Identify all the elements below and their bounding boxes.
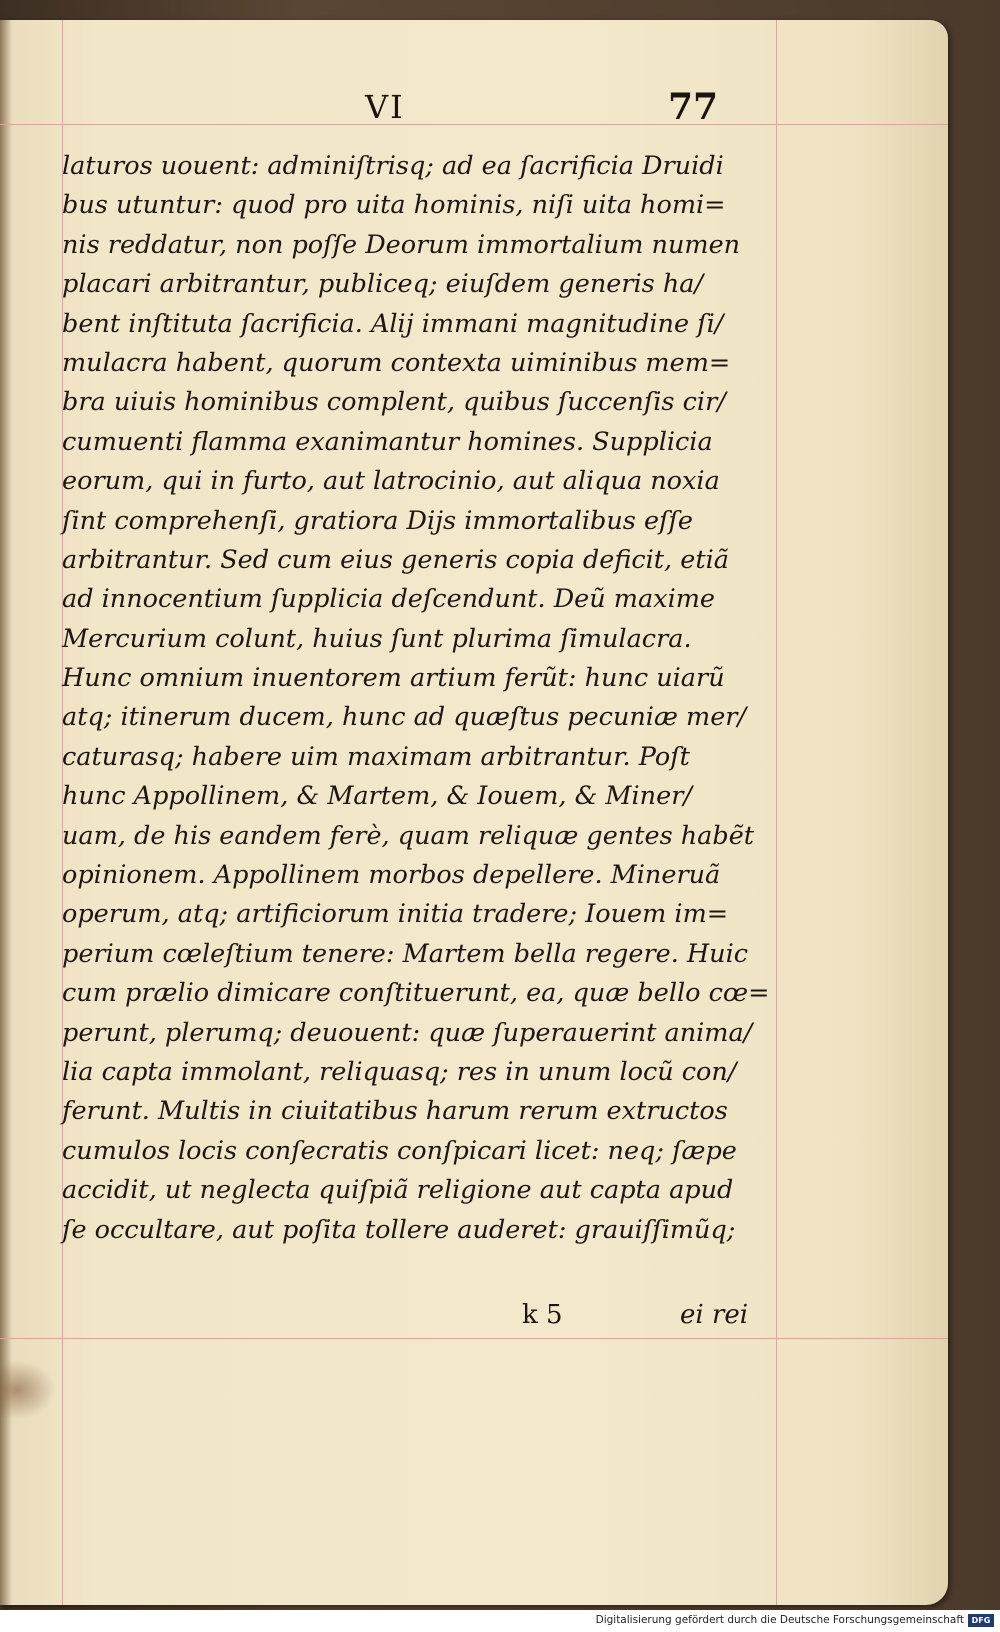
text-line: ferunt. Multis in ciuitatibus harum rerum extructos bbox=[62, 1096, 728, 1127]
dfg-logo-icon: DFG bbox=[968, 1614, 994, 1627]
text-line: cumulos locis conſecratis conſpicari licet: neq; ſæpe bbox=[62, 1135, 737, 1166]
ruled-margin-right bbox=[776, 20, 777, 1605]
text-line: placari arbitrantur, publiceq; eiuſdem generis ha/ bbox=[62, 269, 704, 300]
text-line: cum prælio dimicare conſtituerunt, ea, quæ bello cœ= bbox=[62, 978, 770, 1009]
text-line: bent inſtituta ſacrificia. Alij immani magnitudine ſi/ bbox=[62, 308, 724, 339]
footer-bar bbox=[0, 1610, 1000, 1632]
text-line: caturasq; habere uim maximam arbitrantur. Poſt bbox=[62, 741, 690, 772]
text-line: laturos uouent: adminiſtrisq; ad ea ſacrificia Druidi bbox=[62, 151, 724, 181]
text-line: eorum, qui in furto, aut latrocinio, aut aliqua noxia bbox=[62, 466, 720, 497]
text-line: nis reddatur, non poſſe Deorum immortalium numen bbox=[62, 229, 741, 260]
text-line: atq; itinerum ducem, hunc ad quæſtus pecuniæ mer/ bbox=[62, 702, 747, 733]
text-line: ad innocentium ſupplicia deſcendunt. Deũ maxime bbox=[62, 584, 715, 615]
text-line: cumuenti flamma exanimantur homines. Supplicia bbox=[62, 426, 713, 457]
text-line: Hunc omnium inuentorem artium ferũt: hunc uiarũ bbox=[62, 663, 725, 694]
text-line: Mercurium colunt, huius ſunt plurima ſimulacra. bbox=[62, 623, 692, 654]
text-line: perunt, plerumq; deuouent: quæ ſuperauerint anima/ bbox=[62, 1017, 753, 1048]
page-stain bbox=[0, 1360, 56, 1420]
text-line: uam, de his eandem ferè, quam reliquæ gentes habẽt bbox=[62, 820, 755, 851]
text-line: bra uiuis hominibus complent, quibus ſuccenſis cir/ bbox=[62, 387, 726, 418]
text-line: perium cœleſtium tenere: Martem bella regere. Huic bbox=[62, 938, 749, 969]
body-text bbox=[62, 147, 770, 1250]
text-line: accidit, ut neglecta quiſpiã religione aut capta apud bbox=[62, 1175, 734, 1206]
text-line: hunc Appollinem, & Martem, & Iouem, & Miner/ bbox=[62, 781, 692, 812]
text-line: bus utuntur: quod pro uita hominis, niſi uita homi= bbox=[62, 190, 726, 221]
text-line: lia capta immolant, reliquasq; res in unum locũ con/ bbox=[62, 1056, 737, 1087]
signature-mark: k 5 bbox=[522, 1300, 563, 1330]
text-line: mulacra habent, quorum contexta uiminibus mem= bbox=[62, 347, 731, 378]
page-number: 77 bbox=[668, 86, 719, 128]
catchword: ei rei bbox=[680, 1300, 749, 1330]
digitization-credit: Digitalisierung gefördert durch die Deutsche Forschungsgemeinschaft bbox=[595, 1614, 964, 1626]
text-line: operum, atq; artificiorum initia tradere; Iouem im= bbox=[62, 899, 729, 930]
text-line: ſint comprehenſi, gratiora Dijs immortalibus eſſe bbox=[62, 505, 694, 536]
text-line: arbitrantur. Sed cum eius generis copia deficit, etiã bbox=[62, 544, 729, 575]
text-line: ſe occultare, aut poſita tollere auderet: grauiſſimũq; bbox=[62, 1214, 736, 1245]
ruled-line-bottom bbox=[0, 1338, 948, 1339]
folio-number: VI bbox=[365, 88, 405, 126]
running-header bbox=[0, 86, 948, 146]
text-line: opinionem. Appollinem morbos depellere. Mineruã bbox=[62, 860, 721, 891]
